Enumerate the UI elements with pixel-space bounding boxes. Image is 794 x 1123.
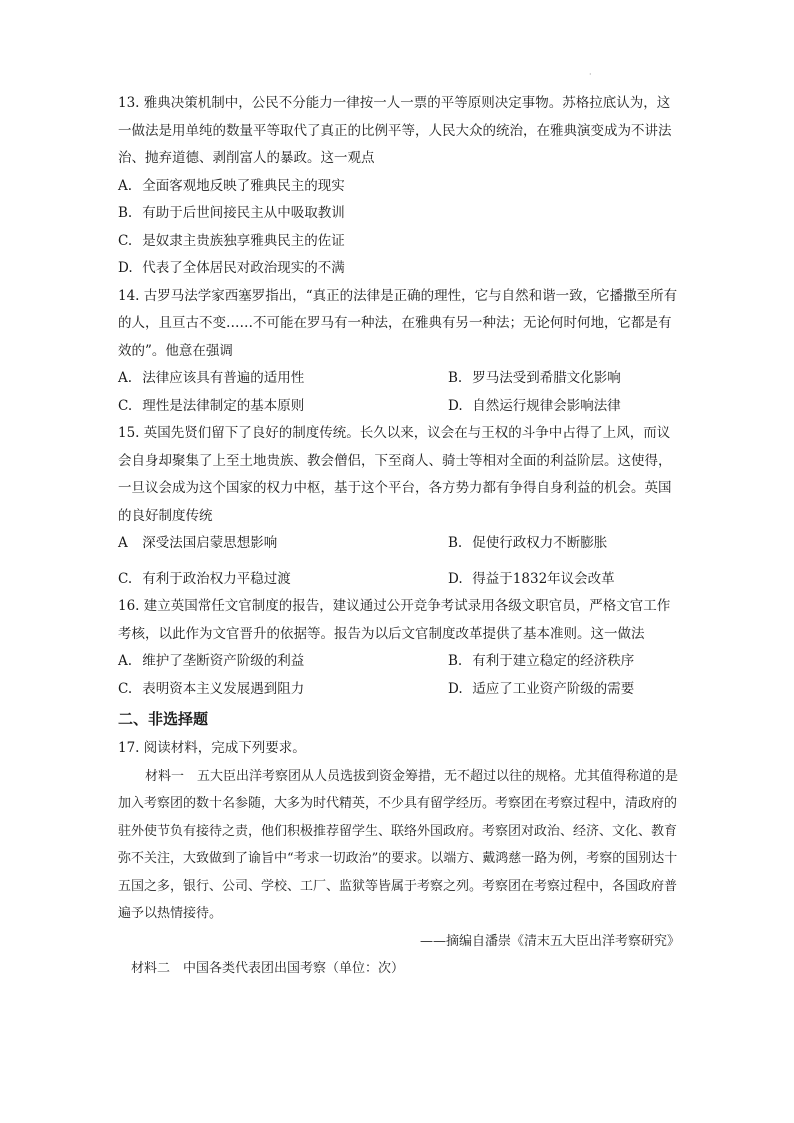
q16-options-row-1 (118, 648, 680, 676)
q14-option-b: B. 罗马法受到希腊文化影响 (448, 370, 621, 386)
q14-option-d: D. 自然运行规律会影响法律 (448, 397, 621, 414)
q14-options-row-2 (118, 393, 680, 421)
q14-stem: 14. 古罗马法学家西塞罗指出，“真正的法律是正确的理性，它与自然和谐一致，它播撒至所有的人，且亘古不变……不可能在罗马有一种法，在雅典有另一种法；无论何时何地，它都是有效的”。他意在强调 (118, 287, 678, 359)
q14-option-a: A. 法律应该具有普遍的适用性 (118, 370, 305, 386)
q16-option-c: C. 表明资本主义发展遇到阻力 (118, 680, 305, 697)
q17-material-1: 材料一 五大臣出洋考察团从人员选拔到资金筹措，无不超过以往的规格。尤其值得称道的是加入考察团的数十名参随，大多为时代精英，不少具有留学经历。考察团在考察过程中，清政府的驻外使节负有接待之责，他们积极推荐留学生、联络外国政府。考察团对政治、经济、文化、教育弥不关注，大致做到了谕旨中“考求一切政治”的要求。以端方、戴鸿慈一路为例，考察的国别达十五国之多，银行、公司、学校、工厂、监狱等皆属于考察之列。考察团在考察过程中，各国政府普遍予以热情接待。 (118, 768, 679, 921)
corner-mark: · (589, 70, 592, 79)
q15-stem: 15. 英国先贤们留下了良好的制度传统。长久以来，议会在与王权的斗争中占得了上风，而议会自身却聚集了上至土地贵族、教会僧侣，下至商人、骑士等相对全面的利益阶层。这使得，一旦议会成为这个国家的权力中枢，基于这个平台，各方势力都有争得自身利益的机会。英国的良好制度传统 (118, 425, 672, 524)
q13-stem: 13. 雅典决策机制中，公民不分能力一律按一人一票的平等原则决定事物。苏格拉底认为，这一做法是用单纯的数量平等取代了真正的比例平等，人民大众的统治，在雅典演变成为不讲法治、抛弃道德、剥削富人的暴政。这一观点 (118, 95, 672, 166)
q14-option-c: C. 理性是法律制定的基本原则 (118, 397, 305, 414)
q15-options-row-2 (118, 566, 680, 594)
q15-option-c: C. 有利于政治权力平稳过渡 (118, 570, 291, 587)
q17-material-2: 材料二 中国各类代表团出国考察（单位：次） (131, 961, 405, 976)
q17-source-1: ——摘编自潘崇《清末五大臣出洋考察研究》 (419, 933, 680, 949)
q15-option-d: D. 得益于1832年议会改革 (448, 570, 615, 587)
q15-options-row-1 (118, 530, 680, 558)
q16-option-b: B. 有利于建立稳定的经济秩序 (448, 653, 635, 669)
q16-option-a: A. 维护了垄断资产阶级的利益 (118, 653, 305, 669)
q16-stem: 16. 建立英国常任文官制度的报告，建议通过公开竞争考试录用各级文职官员，严格文官工作考核，以此作为文官晋升的依据等。报告为以后文官制度改革提供了基本准则。这一做法 (118, 598, 671, 642)
q13-option-d: D. 代表了全体居民对政治现实的不满 (118, 260, 345, 276)
q15-option-a: A 深受法国启蒙思想影响 (118, 535, 278, 551)
q16-options-row-2 (118, 676, 680, 704)
q13-option-b: B. 有助于后世间接民主从中吸取教训 (118, 205, 345, 221)
q16-option-d: D. 适应了工业资产阶级的需要 (448, 680, 635, 697)
q13-option-c: C. 是奴隶主贵族独享雅典民主的佐证 (118, 232, 345, 249)
q17-stem: 17. 阅读材料，完成下列要求。 (118, 740, 306, 756)
q14-options-row-1 (118, 365, 680, 393)
page-content (118, 90, 680, 983)
q13-option-a: A. 全面客观地反映了雅典民主的现实 (118, 177, 345, 194)
q15-option-b: B. 促使行政权力不断膨胀 (448, 535, 608, 551)
section-title: 二、非选择题 (118, 710, 209, 728)
